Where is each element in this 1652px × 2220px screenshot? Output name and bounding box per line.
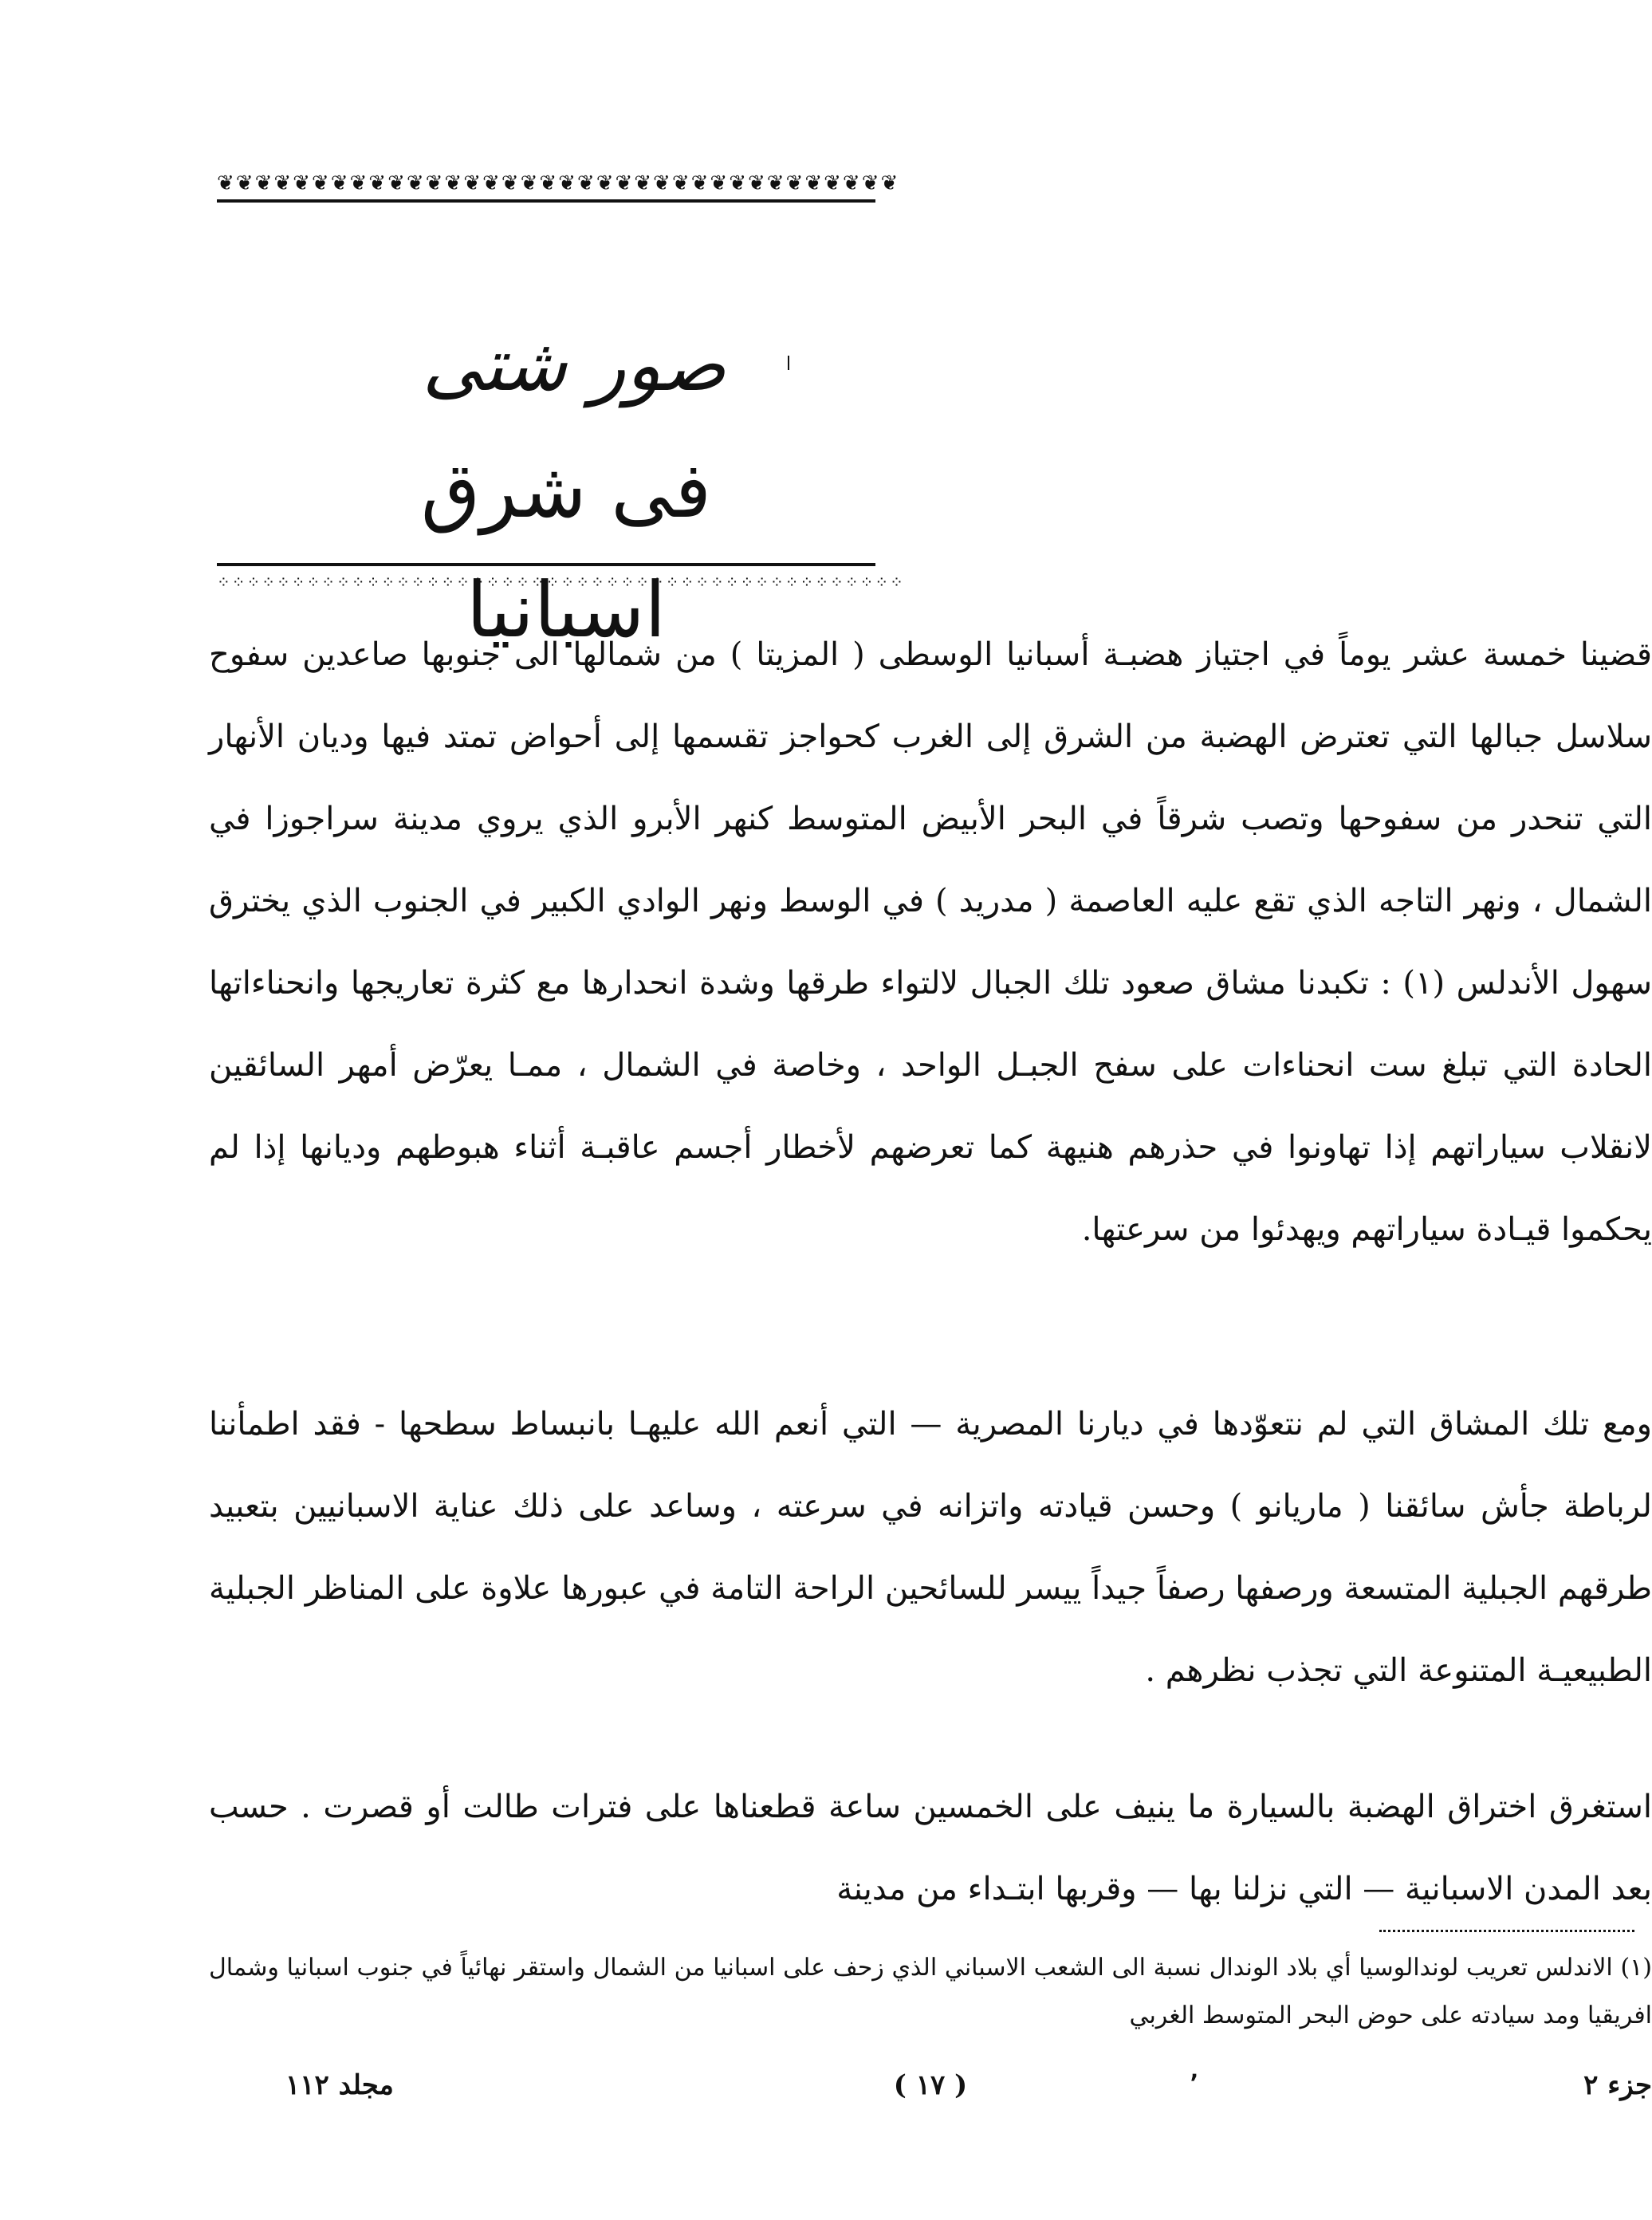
- page-footer: [209, 2057, 1652, 2113]
- footnote-separator: [1379, 1930, 1634, 1932]
- footer-volume-number: مجلد ١١٢: [285, 2069, 394, 2101]
- article-body: [209, 614, 1652, 1907]
- footer-mark: ٬: [1190, 2069, 1198, 2101]
- top-ornament-border: [217, 167, 900, 203]
- article-subtitle: فى شرق اسبانيا: [420, 446, 712, 655]
- bottom-ornament-marks: ⁘⁘⁘⁘⁘⁘⁘⁘⁘⁘⁘⁘⁘⁘⁘⁘⁘⁘⁘⁘⁘⁘⁘⁘⁘⁘⁘⁘⁘⁘⁘⁘⁘⁘⁘⁘⁘⁘⁘⁘⁘⁘⁘⁘⁘⁘: [217, 573, 905, 592]
- page-number: ( ١٧ ): [893, 2069, 968, 2101]
- paragraph-2: ومع تلك المشاق التي لم نتعوّدها في ديارنا المصرية — التي أنعم الله عليهـا بانبساط سطحها - فقد اطمأننا لرباطة جأش سائقنا ( ماريانو ) وحسن قيادته واتزانه في سرعته ، وساعد على ذلك عناية الاسبانيين بتعبيد طرقهم الجبلية المتسعة ورصفها رصفاً جيداً ييسر للسائحين الراحة التامة في عبورها علاوة على المناظر الجبلية الطبيعيـة المتنوعة التي تجذب نظرهم .: [209, 1406, 1652, 1689]
- bottom-ornament-border: [217, 563, 905, 593]
- footnote: (١) الاندلس تعريب لوندالوسيا أي بلاد الوندال نسبة الى الشعب الاسباني الذي زحف على اسبانيا من الشمال واستقر نهائياً في جنوب اسبانيا وشمال افريقيا ومد سيادته على حوض البحر المتوسط الغربي: [209, 1954, 1652, 2029]
- paragraph-3: استغرق اختراق الهضبة بالسيارة ما ينيف على الخمسين ساعة قطعناها على فترات طالت أو قصرت . حسب بعد المدن الاسبانية — التي نزلنا بها — وقربها ابتـداء من مدينة: [209, 1789, 1652, 1907]
- paragraph-1: قضينا خمسة عشر يوماً في اجتياز هضبـة أسبانيا الوسطى ( المزيتا ) من شمالها الى جنوبها صاعدين سفوح سلاسل جبالها التي تعترض الهضبة من الشرق إلى الغرب كحواجز تقسمها إلى أحواض تمتد فيها وديان الأنهار التي تنحدر من سفوحها وتصب شرقاً في البحر الأبيض المتوسط كنهر الأبرو الذي يروي مدينة سراجوزا في الشمال ، ونهر التاجه الذي تقع عليه العاصمة ( مدريد ) في الوسط ونهر الوادي الكبير في الجنوب الذي يخترق سهول الأندلس (١) : تكبدنا مشاق صعود تلك الجبال لالتواء طرقها وشدة انحدارها مع كثرة تعاريجها وانحناءاتها الحادة التي تبلغ ست انحناءات على سفح الجبـل الواحد ، وخاصة في الشمال ، ممـا يعرّض أمهر السائقين لانقلاب سياراتهم إذا تهاونوا في حذرهم هنيهة كما تعرضهم لأخطار أجسم عاقبـة أثناء هبوطهم وديانها إذا لم يحكموا قيـادة سياراتهم ويهدئوا من سرعتها.: [209, 636, 1652, 1248]
- article-title: صور شتى: [422, 322, 726, 407]
- footer-part-number: جزء ٢: [1583, 2069, 1652, 2101]
- top-ornament-marks: ❦❦❦❦❦❦❦❦❦❦❦❦❦❦❦❦❦❦❦❦❦❦❦❦❦❦❦❦❦❦❦❦❦❦❦❦: [217, 171, 900, 195]
